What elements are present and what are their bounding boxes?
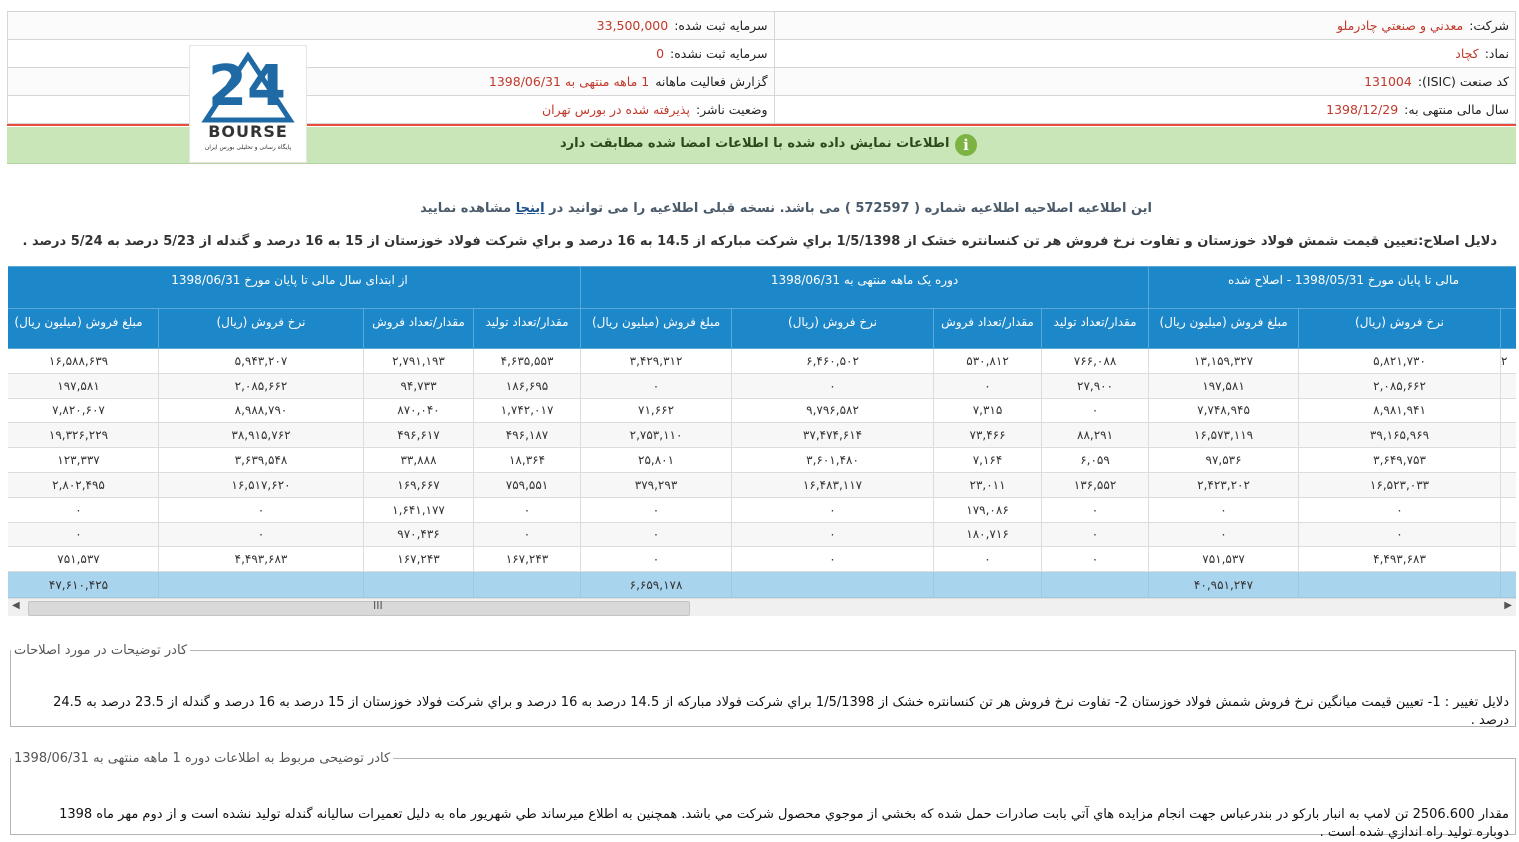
table-cell: ۰ (581, 497, 732, 522)
table-cell: ۳۳,۸۸۸ (364, 448, 474, 473)
unregistered-capital-label: سرمایه ثبت نشده: (670, 46, 768, 61)
total-cell (1042, 572, 1149, 598)
table-row (8, 522, 1516, 547)
table-cell: ۷۱,۶۶۲ (581, 398, 732, 423)
publisher-status-value: پذیرفته شده در بورس تهران (541, 102, 690, 117)
table-cell: ۷,۱۶۴ (934, 448, 1042, 473)
table-cell-edge (1501, 398, 1516, 423)
table-row (8, 547, 1516, 572)
logo-number: 24 (208, 54, 286, 119)
table-cell: ۱۹۷,۵۸۱ (1149, 373, 1299, 398)
table-cell-edge (1501, 497, 1516, 522)
table-cell: ۷۶۶,۰۸۸ (1042, 349, 1149, 374)
table-cell: ۴,۶۳۵,۵۵۳ (474, 349, 581, 374)
total-cell (474, 572, 581, 598)
column-header: مبلغ فروش (میلیون ریال) (8, 309, 159, 349)
isic-cell (774, 68, 1515, 96)
correction-reason: دلایل اصلاح:تعیین قیمت شمش فولاد خوزستان و تفاوت نرخ فروش هر تن کنسانتره خشک از 1/5/1398 براي شرکت مبارکه از 14.5 به 16 درصد و براي شرکت فولاد خوزستان از 15 به 16 درصد و گندله از 5/23 درصد به 5/24 درصد . (22, 234, 1497, 249)
table-cell: ۲,۷۹۱,۱۹۳ (364, 349, 474, 374)
table-cell: ۱۶۷,۲۴۳ (364, 547, 474, 572)
table-cell: ۸,۹۸۸,۷۹۰ (159, 398, 364, 423)
table-cell: ۱۶۷,۲۴۳ (474, 547, 581, 572)
table-cell: ۱۸۰,۷۱۶ (934, 522, 1042, 547)
table-cell: ۰ (159, 522, 364, 547)
table-cell: ۲,۷۵۳,۱۱۰ (581, 423, 732, 448)
table-cell: ۰ (732, 547, 934, 572)
registered-capital-label: سرمایه ثبت شده: (674, 18, 768, 33)
fiscal-year-label: سال مالی منتهی به: (1404, 102, 1509, 117)
table-cell: ۳,۴۲۹,۳۱۲ (581, 349, 732, 374)
table-cell: ۳۸,۹۱۵,۷۶۲ (159, 423, 364, 448)
table-cell: ۳۹,۱۶۵,۹۶۹ (1299, 423, 1501, 448)
table-cell: ۰ (581, 522, 732, 547)
column-header: مقدار/تعداد فروش (934, 309, 1042, 349)
table-cell: ۸۸,۲۹۱ (1042, 423, 1149, 448)
corrections-text: دلایل تغییر : 1- تعیین قیمت میانگین نرخ فروش شمش فولاد خوزستان 2- تفاوت نرخ فروش هر تن کنسانتره خشک از 1/5/1398 براي شرکت فولاد مبارکه از 14.5 درصد به 16 درصد و براي شرکت فولاد خوزستان از 15 درصد به 16 درصد و گندله از 23.5 درصد به 24.5 درصد . (53, 695, 1509, 728)
info-icon: i (955, 134, 977, 156)
group-header-month: دوره یک ماهه منتهی به 1398/06/31 (581, 267, 1149, 309)
table-cell: ۵۳۰,۸۱۲ (934, 349, 1042, 374)
table-cell: ۱۲۳,۳۳۷ (8, 448, 159, 473)
table-cell: ۰ (732, 373, 934, 398)
total-cell (159, 572, 364, 598)
column-header: نرخ فروش (ریال) (159, 309, 364, 349)
period-box (10, 751, 1516, 840)
horizontal-scrollbar[interactable] (8, 598, 1516, 616)
total-cell (732, 572, 934, 598)
company-value: معدني و صنعتي چادرملو (1337, 18, 1464, 33)
table-cell: ۹۷,۵۳۶ (1149, 448, 1299, 473)
table-cell: ۱۶,۵۲۳,۰۳۳ (1299, 472, 1501, 497)
table-cell-edge (1501, 373, 1516, 398)
table-cell: ۷۵۱,۵۳۷ (8, 547, 159, 572)
unregistered-capital-value: 0 (656, 46, 665, 61)
previous-version-link[interactable]: اینجا (515, 201, 545, 216)
table-cell-edge (1501, 423, 1516, 448)
table-cell: ۰ (934, 373, 1042, 398)
column-header: نرخ فروش (ریال) (732, 309, 934, 349)
column-header: مقدار/تعداد تولید (1042, 309, 1149, 349)
table-cell: ۵,۹۴۳,۲۰۷ (159, 349, 364, 374)
table-cell: ۲,۴۲۳,۲۰۲ (1149, 472, 1299, 497)
table-cell: ۱,۷۴۲,۰۱۷ (474, 398, 581, 423)
total-cell: ۶,۶۵۹,۱۷۸ (581, 572, 732, 598)
table-cell: ۸۷۰,۰۴۰ (364, 398, 474, 423)
table-cell: ۳۷,۴۷۴,۶۱۴ (732, 423, 934, 448)
column-header: مبلغ فروش (میلیون ریال) (581, 309, 732, 349)
table-cell: ۳,۶۴۹,۷۵۳ (1299, 448, 1501, 473)
table-cell: ۳,۶۳۹,۵۴۸ (159, 448, 364, 473)
group-header-ytd: از ابتدای سال مالی تا پایان مورخ 1398/06/31 (8, 267, 581, 309)
registered-capital-cell (8, 12, 775, 40)
table-cell: ۴,۴۹۳,۶۸۳ (1299, 547, 1501, 572)
table-cell: ۰ (474, 522, 581, 547)
fiscal-year-value: 1398/12/29 (1326, 102, 1399, 117)
report-cell (8, 68, 775, 96)
table-cell: ۲,۰۸۵,۶۶۲ (159, 373, 364, 398)
table-cell: ۲,۰۸۵,۶۶۲ (1299, 373, 1501, 398)
scroll-grip-icon: III (373, 599, 383, 612)
table-row (8, 398, 1516, 423)
table-cell: ۱۶۹,۶۶۷ (364, 472, 474, 497)
total-cell (934, 572, 1042, 598)
table-cell: ۷,۳۱۵ (934, 398, 1042, 423)
table-cell: ۲۷,۹۰۰ (1042, 373, 1149, 398)
table-cell: ۱۹,۳۲۶,۲۲۹ (8, 423, 159, 448)
report-label: گزارش فعالیت ماهانه (655, 74, 768, 89)
table-cell: ۱۸,۳۶۴ (474, 448, 581, 473)
table-cell: ۰ (1042, 497, 1149, 522)
table-cell: ۰ (159, 497, 364, 522)
period-legend: کادر توضیحی مربوط به اطلاعات دوره 1 ماهه منتهی به 1398/06/31 (14, 751, 391, 766)
table-cell: ۰ (8, 522, 159, 547)
table-cell: ۴,۴۹۳,۶۸۳ (159, 547, 364, 572)
table-cell: ۳,۶۰۱,۴۸۰ (732, 448, 934, 473)
table-cell: ۱۶,۵۷۳,۱۱۹ (1149, 423, 1299, 448)
table-cell: ۷,۸۲۰,۶۰۷ (8, 398, 159, 423)
table-cell: ۱,۶۴۱,۱۷۷ (364, 497, 474, 522)
table-row (8, 497, 1516, 522)
total-cell: ۴۷,۶۱۰,۴۲۵ (8, 572, 159, 598)
table-cell: ۰ (934, 547, 1042, 572)
table-cell: ۷۳,۴۶۶ (934, 423, 1042, 448)
table-cell: ۱۳۶,۵۵۲ (1042, 472, 1149, 497)
correction-notice (300, 201, 1152, 216)
total-cell (364, 572, 474, 598)
corrections-legend: کادر توضیحات در مورد اصلاحات (14, 643, 188, 658)
table-cell: ۰ (474, 497, 581, 522)
unregistered-capital-cell (8, 40, 775, 68)
table-cell: ۹۷۰,۴۳۶ (364, 522, 474, 547)
table-row (8, 472, 1516, 497)
table-cell-edge: ۲ (1501, 349, 1516, 374)
total-cell: ۴۰,۹۵۱,۲۴۷ (1149, 572, 1299, 598)
table-cell: ۱۸۶,۶۹۵ (474, 373, 581, 398)
symbol-value: کچاد (1455, 46, 1479, 61)
total-cell-edge (1501, 572, 1516, 598)
column-header-edge (1501, 309, 1516, 349)
table-cell: ۰ (8, 497, 159, 522)
table-cell: ۰ (1149, 497, 1299, 522)
period-text: مقدار 2506.600 تن لامپ به انبار بارکو در بندرعباس جهت انجام مزایده هاي آتي بابت صادرات حمل شده که بخشي از موجوي محصول شرکت مي باشد. همچنین به اطلاع میرساند طي شهریور ماه به دلیل تعمیرات سالیانه گندله تولید نشده است و از دوم مهر ماه 1398 دوباره تولید راه اندازي شده است . (59, 807, 1509, 840)
table-cell: ۰ (581, 373, 732, 398)
table-row (8, 349, 1516, 374)
table-cell-edge (1501, 547, 1516, 572)
table-cell: ۰ (1042, 398, 1149, 423)
symbol-label: نماد: (1484, 46, 1509, 61)
table-cell: ۰ (1299, 497, 1501, 522)
column-header: نرخ فروش (ریال) (1299, 309, 1501, 349)
logo-word: BOURSE (208, 122, 288, 141)
table-cell: ۱۶,۴۸۳,۱۱۷ (732, 472, 934, 497)
table-cell: ۰ (1299, 522, 1501, 547)
logo-subtitle: پایگاه رسانی و تحلیلی بورس ایران (204, 144, 292, 151)
table-row (8, 448, 1516, 473)
table-cell: ۱۶,۵۸۸,۶۳۹ (8, 349, 159, 374)
totals-row (8, 572, 1516, 598)
table-cell: ۹۴,۷۳۳ (364, 373, 474, 398)
table-cell: ۷,۷۴۸,۹۴۵ (1149, 398, 1299, 423)
table-cell: ۵,۸۲۱,۷۳۰ (1299, 349, 1501, 374)
table-cell: ۹,۷۹۶,۵۸۲ (732, 398, 934, 423)
table-cell: ۴۹۶,۱۸۷ (474, 423, 581, 448)
table-row (8, 423, 1516, 448)
table-cell: ۰ (1042, 547, 1149, 572)
table-cell: ۷۵۱,۵۳۷ (1149, 547, 1299, 572)
activity-grid[interactable] (8, 266, 1516, 598)
table-cell: ۲,۸۰۲,۴۹۵ (8, 472, 159, 497)
column-header: مقدار/تعداد فروش (364, 309, 474, 349)
publisher-status-cell (8, 96, 775, 124)
table-cell: ۱۷۹,۰۸۶ (934, 497, 1042, 522)
report-value: 1 ماهه منتهی به 1398/06/31 (488, 74, 650, 89)
table-cell: ۱۶,۵۱۷,۶۲۰ (159, 472, 364, 497)
table-cell: ۴۹۶,۶۱۷ (364, 423, 474, 448)
table-cell: ۰ (1042, 522, 1149, 547)
table-cell: ۰ (581, 547, 732, 572)
fiscal-year-cell (774, 96, 1515, 124)
table-cell: ۰ (732, 497, 934, 522)
company-cell (774, 12, 1515, 40)
symbol-cell (774, 40, 1515, 68)
publisher-status-label: وضعیت ناشر: (695, 102, 768, 117)
table-cell: ۱۳,۱۵۹,۳۲۷ (1149, 349, 1299, 374)
scroll-right-icon[interactable]: ▶ (1504, 600, 1512, 611)
scroll-left-icon[interactable]: ◀ (12, 600, 20, 611)
notice-prefix: این اطلاعیه اصلاحیه اطلاعیه شماره ( 572597 ) می باشد. نسخه قبلی اطلاعیه را می توانید در (549, 201, 1152, 216)
table-cell: ۶,۴۶۰,۵۰۲ (732, 349, 934, 374)
table-cell: ۰ (732, 522, 934, 547)
group-header-prev: مالی تا پایان مورخ 1398/05/31 - اصلاح شده (1149, 267, 1516, 309)
table-cell: ۰ (1149, 522, 1299, 547)
isic-label: کد صنعت (ISIC): (1417, 74, 1509, 89)
column-header: مقدار/تعداد تولید (474, 309, 581, 349)
table-cell: ۱۹۷,۵۸۱ (8, 373, 159, 398)
total-cell (1299, 572, 1501, 598)
notice-suffix: مشاهده نمایید (420, 201, 512, 216)
bourse-logo (189, 45, 307, 163)
table-cell-edge (1501, 472, 1516, 497)
table-row (8, 373, 1516, 398)
company-label: شرکت: (1469, 18, 1509, 33)
table-cell: ۲۵,۸۰۱ (581, 448, 732, 473)
registered-capital-value: 33,500,000 (596, 18, 669, 33)
table-cell: ۶,۰۵۹ (1042, 448, 1149, 473)
table-cell: ۷۵۹,۵۵۱ (474, 472, 581, 497)
table-cell: ۲۳,۰۱۱ (934, 472, 1042, 497)
verification-message: اطلاعات نمایش داده شده با اطلاعات امضا شده مطابقت دارد (560, 136, 950, 151)
column-header: مبلغ فروش (میلیون ریال) (1149, 309, 1299, 349)
isic-value: 131004 (1364, 74, 1412, 89)
table-cell-edge (1501, 448, 1516, 473)
table-cell: ۸,۹۸۱,۹۴۱ (1299, 398, 1501, 423)
corrections-box (10, 643, 1516, 727)
scroll-thumb[interactable] (28, 601, 690, 616)
table-cell-edge (1501, 522, 1516, 547)
table-cell: ۳۷۹,۲۹۳ (581, 472, 732, 497)
